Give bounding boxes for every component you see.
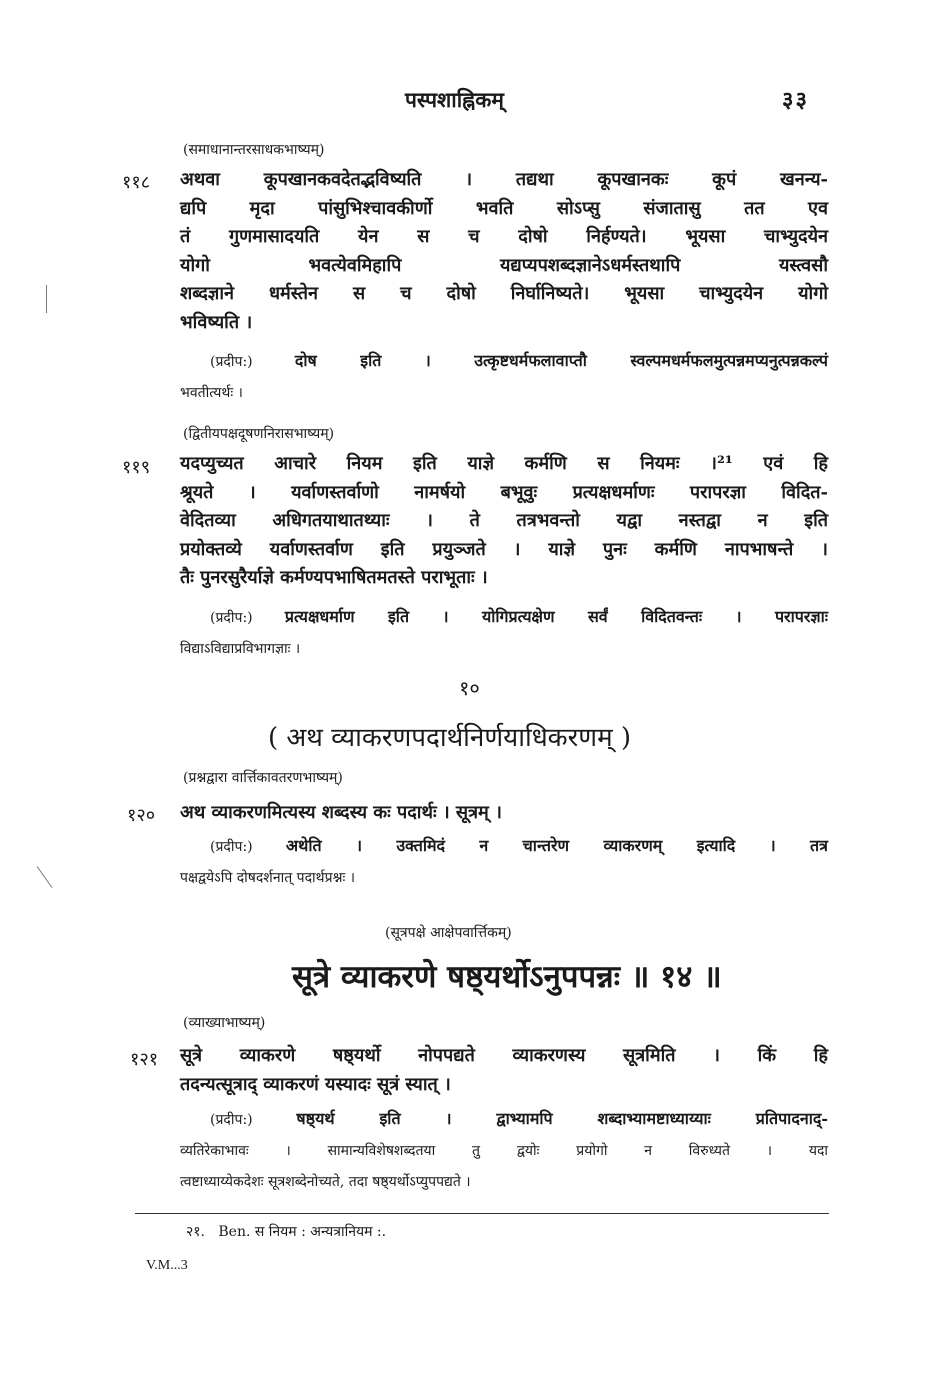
section-number: १० [459,676,480,700]
vartika-sutra: सूत्रे व्याकरणे षष्ठ्यर्थोऽनुपपन्नः ॥ १४ ॥ [292,959,722,995]
block-118-label: (समाधानान्तरसाधकभाष्यम्) [183,142,325,158]
verse-121: सूत्रे व्याकरणे षष्ठ्यर्थो नोपपद्यते व्याकरणस्य सूत्रमिति । किं हि तदन्यत्सूत्राद् व्याकरणं यस्यादः सूत्रं स्यात् । [180,1045,828,1095]
commentary-120: (प्रदीप:) अथेति । उक्तमिदं न चान्तरेण व्याकरणम् इत्यादि । तत्र पक्षद्वयेऽपि दोषदर्शनात् पदार्थप्रश्नः । [180,836,829,886]
scan-mark [37,866,53,888]
commentary-118: (प्रदीप:) दोष इति । उत्कृष्टधर्मफलावाप्तौ स्वल्पमधर्मफलमुत्पन्नमप्यनुत्पन्नकल्पं भवतीत्यर्थः । [180,351,828,401]
vartika-label: (सूत्रपक्षे आक्षेपवार्त्तिकम्) [385,925,512,941]
commentary-tag: (प्रदीप:) [210,354,253,370]
verse-118: अथवा कूपखानकवदेतद्भविष्यति । तद्यथा कूपखानकः कूपं खनन्य- द्यपि मृदा पांसुभिश्चावकीर्णो भवति सोऽप्सु संजातासु तत एव तं गुणमासादयति येन स च दोषो निर्हण्यते। भूयसा चाभ्युदयेन योगो भवत्येवमिहापि यद्यप्यपशब्दज्ञानेऽधर्मस्तथापि यस्त्वसौ शब्दज्ञाने धर्मस्तेन स च दोषो निर्घानिष्यते। भूयसा चाभ्युदयेन योगो भविष्यति । [180,169,828,333]
footnote-number: २१. [186,1224,206,1240]
commentary-119: (प्रदीप:) प्रत्यक्षधर्माण इति । योगिप्रत्यक्षेण सर्वं विदितवन्तः । परापरज्ञाः विद्याऽविद्याप्रविभागज्ञाः । [180,607,828,657]
paragraph-number-121: १२१ [130,1049,159,1070]
commentary-tag: (प्रदीप:) [210,1112,253,1128]
footnote-text: Ben. स नियम : अन्यत्रानियम :. [218,1224,387,1240]
running-title: पस्पशाह्निकम् [405,87,504,112]
commentary-tag: (प्रदीप:) [210,839,253,855]
block-120-label: (प्रश्नद्वारा वार्त्तिकावतरणभाष्यम्) [183,770,343,786]
printer-signature: V.M...3 [146,1258,188,1273]
block-121-label: (व्याख्याभाष्यम्) [183,1015,266,1031]
footnote [186,1222,386,1241]
paragraph-number-120: १२० [127,805,156,826]
page-number: ३३ [782,87,809,113]
verse-120: अथ व्याकरणमित्यस्य शब्दस्य कः पदार्थः । सूत्रम् । [180,802,502,823]
scan-mark [46,285,47,313]
commentary-121: (प्रदीप:) षष्ठ्यर्थ इति । द्वाभ्यामपि शब्दाभ्यामष्टाध्याय्याः प्रतिपादनाद्- व्यतिरेकाभावः । सामान्यविशेषशब्दतया तु द्वयोः प्रयोगो न विरुध्यते । यदा त्वष्टाध्याय्येकदेशः सूत्रशब्देनोच्यते, तदा षष्ठ्यर्थोऽप्युपपद्यते । [180,1109,828,1190]
section-heading: ( अथ व्याकरणपदार्थनिर्णयाधिकरणम् ) [268,723,632,753]
block-119-label: (द्वितीयपक्षदूषणनिरासभाष्यम्) [183,426,335,442]
paragraph-number-118: ११८ [122,172,151,193]
commentary-tag: (प्रदीप:) [210,610,253,626]
verse-119: यदप्युच्यत आचारे नियम इति याज्ञे कर्मणि स नियमः ।²¹ एवं हि श्रूयते । यर्वाणस्तर्वाणो नामर्षयो बभूवुः प्रत्यक्षधर्माणः परापरज्ञा विदित- वेदितव्या अधिगतयाथातथ्याः । ते तत्रभवन्तो यद्वा नस्तद्वा न इति प्रयोक्तव्ये यर्वाणस्तर्वाण इति प्रयुञ्जते । याज्ञे पुनः कर्मणि नापभाषन्ते । तैः पुनरसुरैर्याज्ञे कर्मण्यपभाषितमतस्ते पराभूताः । [180,453,828,588]
footnote-rule [135,1213,829,1214]
paragraph-number-119: ११९ [122,457,151,478]
